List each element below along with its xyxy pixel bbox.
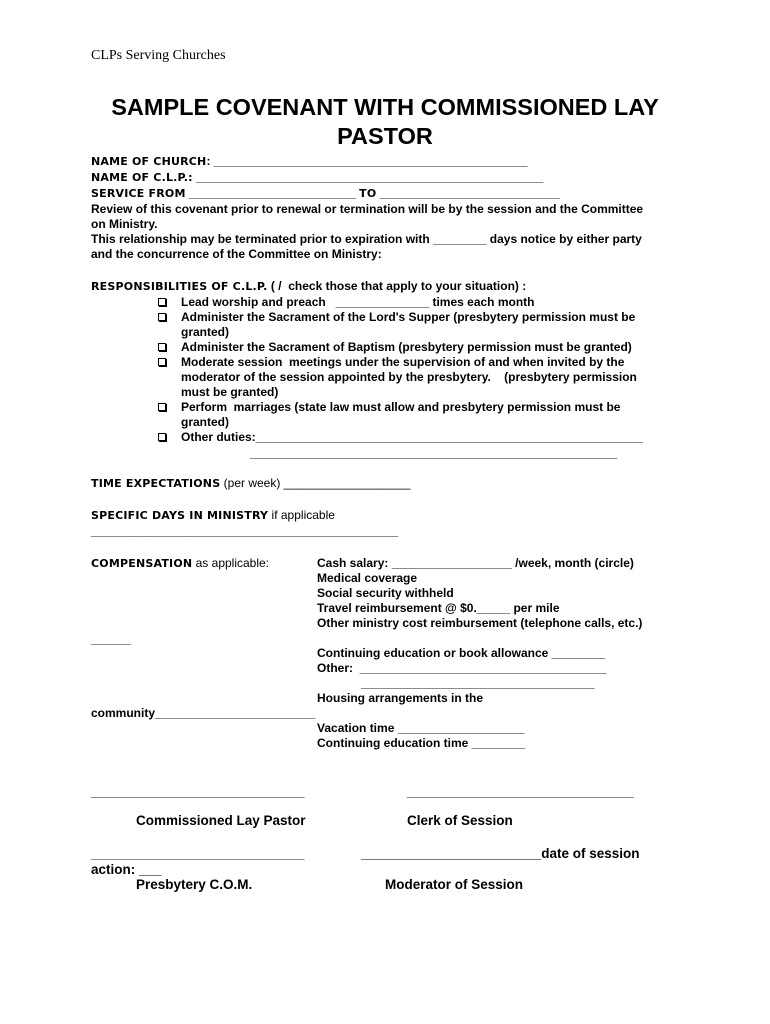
- responsibilities-instruction: ( / check those that apply to your situation) :: [267, 279, 527, 293]
- signature-line-clp: ________________________________: [91, 785, 305, 799]
- church-name-blank: : _______________________________________________: [206, 154, 528, 168]
- intro-line-1: Review of this covenant prior to renewal or termination will be by the session and the Committee: [91, 202, 644, 216]
- signature-label-clerk: Clerk of Session: [407, 813, 513, 828]
- comp-travel: Travel reimbursement @ $0._____ per mile: [317, 601, 560, 615]
- specific-days-line: ______________________________________________: [91, 524, 398, 538]
- intro-line-4: and the concurrence of the Committee on Ministry:: [91, 247, 382, 261]
- service-to-blank: ___________________________: [376, 186, 560, 200]
- running-header: CLPs Serving Churches: [91, 48, 226, 63]
- clp-name-field: [91, 170, 543, 185]
- comp-community: community________________________: [91, 706, 316, 720]
- compensation-note: as applicable:: [192, 556, 270, 570]
- comp-housing: Housing arrangements in the: [317, 691, 484, 705]
- signature-label-clp: Commissioned Lay Pastor: [136, 813, 306, 828]
- time-expectations-label: TIME EXPECTATIONS: [91, 477, 221, 490]
- signature-line-presbytery: ________________________________: [91, 847, 305, 861]
- checkbox-lords-supper[interactable]: [158, 313, 166, 321]
- resp-item-moderate-session-cont-2: must be granted): [181, 385, 279, 399]
- signature-label-presbytery: Presbytery C.O.M.: [136, 877, 253, 892]
- time-expectations-field: [91, 476, 410, 491]
- checkbox-marriages[interactable]: [158, 403, 166, 411]
- clp-name-blank: ____________________________________________________: [192, 170, 544, 184]
- resp-item-moderate-session: Moderate session meetings under the supervision of and when invited by the: [181, 355, 625, 369]
- service-period-field: [91, 186, 560, 201]
- checkbox-other-duties[interactable]: [158, 433, 166, 441]
- church-name-field: [91, 154, 527, 169]
- signature-line-clerk: __________________________________: [407, 785, 634, 799]
- resp-item-marriages-cont: granted): [181, 415, 229, 429]
- resp-item-lords-supper-cont: granted): [181, 325, 229, 339]
- resp-item-lead-worship: Lead worship and preach ______________ times each month: [181, 295, 535, 309]
- document-title: SAMPLE COVENANT WITH COMMISSIONED LAY PASTOR: [111, 94, 659, 149]
- comp-other-line: ___________________________________: [361, 676, 595, 690]
- comp-other-ministry-cost: Other ministry cost reimbursement (telephone calls, etc.): [317, 616, 643, 630]
- responsibilities-heading: [91, 279, 526, 294]
- resp-item-other-duties-line: _______________________________________________________: [250, 446, 618, 460]
- comp-social-security: Social security withheld: [317, 586, 454, 600]
- specific-days-note: if applicable: [268, 508, 335, 522]
- action-line: action: ___: [91, 862, 162, 877]
- intro-line-3: This relationship may be terminated prior to expiration with ________ days notice by either party: [91, 232, 642, 246]
- clp-name-label: NAME OF C.L.P.:: [91, 171, 193, 184]
- checkbox-moderate-session[interactable]: [158, 358, 166, 366]
- specific-days-label: SPECIFIC DAYS IN MINISTRY: [91, 509, 269, 522]
- resp-item-moderate-session-cont-1: moderator of the session appointed by the presbytery. (presbytery permission: [181, 370, 637, 384]
- compensation-label: COMPENSATION: [91, 557, 193, 570]
- comp-other: Other: _____________________________________: [317, 661, 607, 675]
- checkbox-baptism[interactable]: [158, 343, 166, 351]
- resp-item-marriages: Perform marriages (state law must allow and presbytery permission must be: [181, 400, 621, 414]
- specific-days-field: [91, 508, 335, 523]
- resp-item-other-duties: Other duties:__________________________________________________________: [181, 430, 643, 444]
- comp-vacation: Vacation time ___________________: [317, 721, 525, 735]
- comp-continuing-education: Continuing education or book allowance ________: [317, 646, 606, 660]
- comp-cash-salary: Cash salary: __________________ /week, month (circle): [317, 556, 634, 570]
- resp-item-baptism: Administer the Sacrament of Baptism (presbytery permission must be granted): [181, 340, 632, 354]
- resp-item-lords-supper: Administer the Sacrament of the Lord's Supper (presbytery permission must be: [181, 310, 636, 324]
- service-from-label: SERVICE FROM: [91, 187, 186, 200]
- intro-line-2: on Ministry.: [91, 217, 158, 231]
- signature-label-moderator: Moderator of Session: [385, 877, 524, 892]
- time-expectations-blank: (per week) ___________________: [220, 476, 411, 490]
- service-to-label: TO: [359, 187, 377, 200]
- church-name-label: NAME OF CHURCH: [91, 155, 207, 168]
- comp-continuing-education-time: Continuing education time ________: [317, 736, 526, 750]
- date-of-session-line: ________________________date of session: [361, 846, 640, 861]
- responsibilities-label: RESPONSIBILITIES OF C.L.P.: [91, 280, 268, 293]
- service-from-blank: _________________________: [185, 186, 360, 200]
- comp-medical: Medical coverage: [317, 571, 418, 585]
- comp-left-blank: ______: [91, 632, 132, 646]
- compensation-heading: [91, 556, 269, 571]
- checkbox-lead-worship[interactable]: [158, 298, 166, 306]
